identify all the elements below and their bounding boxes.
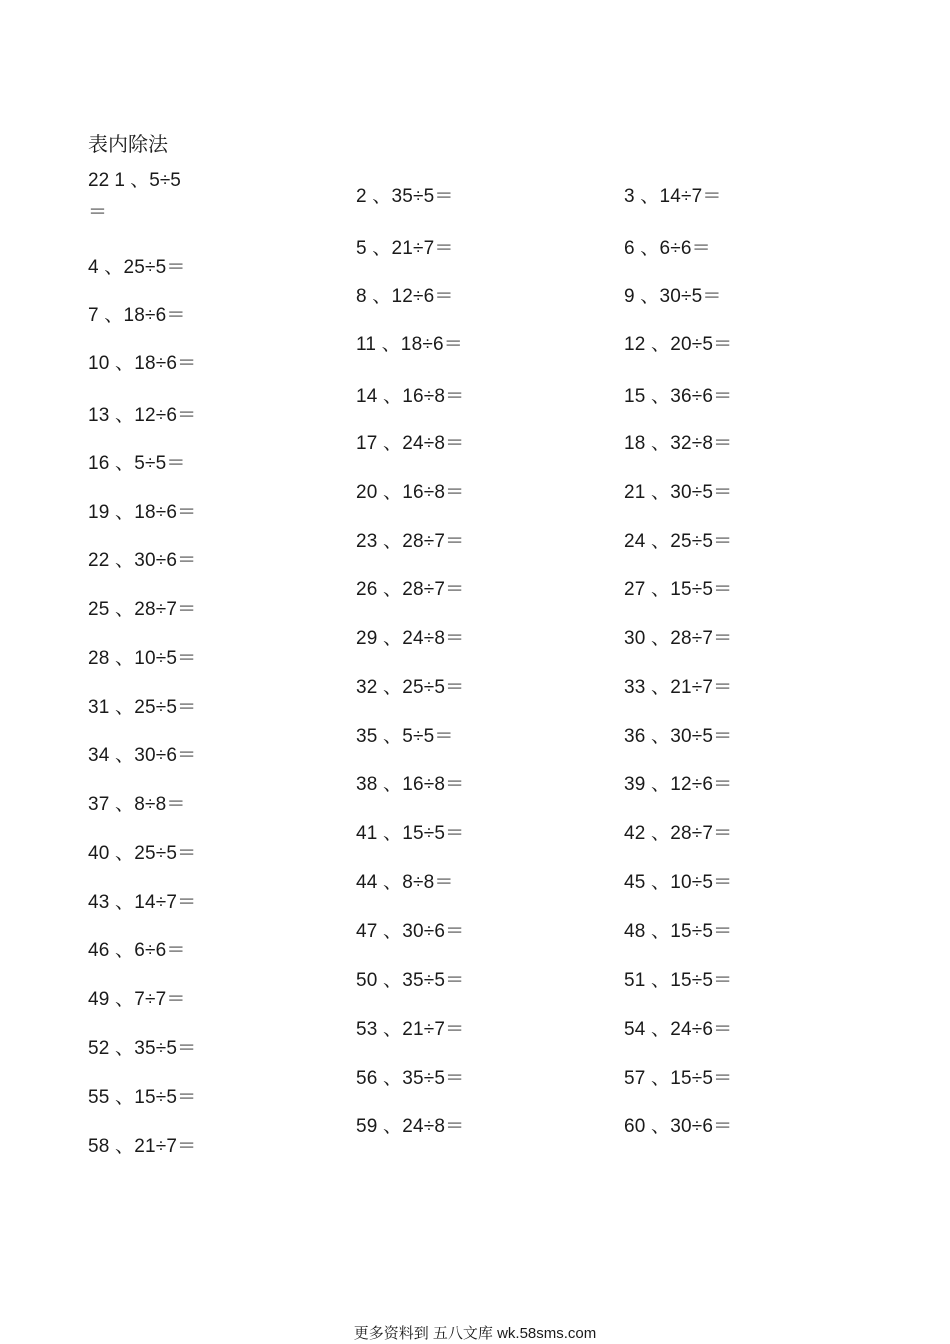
problem-44: 44 、8÷8＝ <box>356 872 454 893</box>
problem-20: 20 、16÷8＝ <box>356 482 465 503</box>
problem-51: 51 、15÷5＝ <box>624 970 733 991</box>
problem-23: 23 、28÷7＝ <box>356 531 465 552</box>
problem-6: 6 、6÷6＝ <box>624 238 711 259</box>
problem-59: 59 、24÷8＝ <box>356 1116 465 1137</box>
problem-55: 55 、15÷5＝ <box>88 1087 197 1108</box>
problem-1-line2: ＝ <box>88 202 108 223</box>
problem-2: 2 、35÷5＝ <box>356 186 454 207</box>
problem-56: 56 、35÷5＝ <box>356 1068 465 1089</box>
problem-29: 29 、24÷8＝ <box>356 628 465 649</box>
problem-12: 12 、20÷5＝ <box>624 334 733 355</box>
problem-10: 10 、18÷6＝ <box>88 353 197 374</box>
problem-36: 36 、30÷5＝ <box>624 726 733 747</box>
problem-37: 37 、8÷8＝ <box>88 794 186 815</box>
problem-58: 58 、21÷7＝ <box>88 1136 197 1157</box>
problem-7: 7 、18÷6＝ <box>88 305 186 326</box>
problem-9: 9 、30÷5＝ <box>624 286 722 307</box>
problem-3: 3 、14÷7＝ <box>624 186 722 207</box>
problem-13: 13 、12÷6＝ <box>88 405 197 426</box>
problem-30: 30 、28÷7＝ <box>624 628 733 649</box>
problem-49: 49 、7÷7＝ <box>88 989 186 1010</box>
problem-5: 5 、21÷7＝ <box>356 238 454 259</box>
problem-17: 17 、24÷8＝ <box>356 433 465 454</box>
problem-33: 33 、21÷7＝ <box>624 677 733 698</box>
problem-11: 11 、18÷6＝ <box>356 334 463 355</box>
problem-32: 32 、25÷5＝ <box>356 677 465 698</box>
problem-57: 57 、15÷5＝ <box>624 1068 733 1089</box>
problem-50: 50 、35÷5＝ <box>356 970 465 991</box>
problem-15: 15 、36÷6＝ <box>624 386 733 407</box>
problem-48: 48 、15÷5＝ <box>624 921 733 942</box>
footer-watermark: 更多资料到 五八文库 wk.58sms.com <box>353 1325 597 1342</box>
problem-53: 53 、21÷7＝ <box>356 1019 465 1040</box>
problem-24: 24 、25÷5＝ <box>624 531 733 552</box>
problem-60: 60 、30÷6＝ <box>624 1116 733 1137</box>
problem-38: 38 、16÷8＝ <box>356 774 465 795</box>
problem-1-line1: 22 1 、5÷5 <box>88 170 181 191</box>
problem-34: 34 、30÷6＝ <box>88 745 197 766</box>
problem-54: 54 、24÷6＝ <box>624 1019 733 1040</box>
problem-19: 19 、18÷6＝ <box>88 502 197 523</box>
problem-45: 45 、10÷5＝ <box>624 872 733 893</box>
problem-35: 35 、5÷5＝ <box>356 726 454 747</box>
page-title: 表内除法 <box>88 132 168 156</box>
problem-18: 18 、32÷8＝ <box>624 433 733 454</box>
problem-42: 42 、28÷7＝ <box>624 823 733 844</box>
problem-47: 47 、30÷6＝ <box>356 921 465 942</box>
problem-16: 16 、5÷5＝ <box>88 453 186 474</box>
problem-31: 31 、25÷5＝ <box>88 697 197 718</box>
problem-52: 52 、35÷5＝ <box>88 1038 197 1059</box>
problem-14: 14 、16÷8＝ <box>356 386 465 407</box>
problem-22: 22 、30÷6＝ <box>88 550 197 571</box>
problem-41: 41 、15÷5＝ <box>356 823 465 844</box>
problem-4: 4 、25÷5＝ <box>88 257 186 278</box>
problem-28: 28 、10÷5＝ <box>88 648 197 669</box>
problem-25: 25 、28÷7＝ <box>88 599 197 620</box>
problem-8: 8 、12÷6＝ <box>356 286 454 307</box>
problem-21: 21 、30÷5＝ <box>624 482 733 503</box>
problem-46: 46 、6÷6＝ <box>88 940 186 961</box>
problem-39: 39 、12÷6＝ <box>624 774 733 795</box>
problem-27: 27 、15÷5＝ <box>624 579 733 600</box>
problem-40: 40 、25÷5＝ <box>88 843 197 864</box>
problem-43: 43 、14÷7＝ <box>88 892 197 913</box>
problem-26: 26 、28÷7＝ <box>356 579 465 600</box>
